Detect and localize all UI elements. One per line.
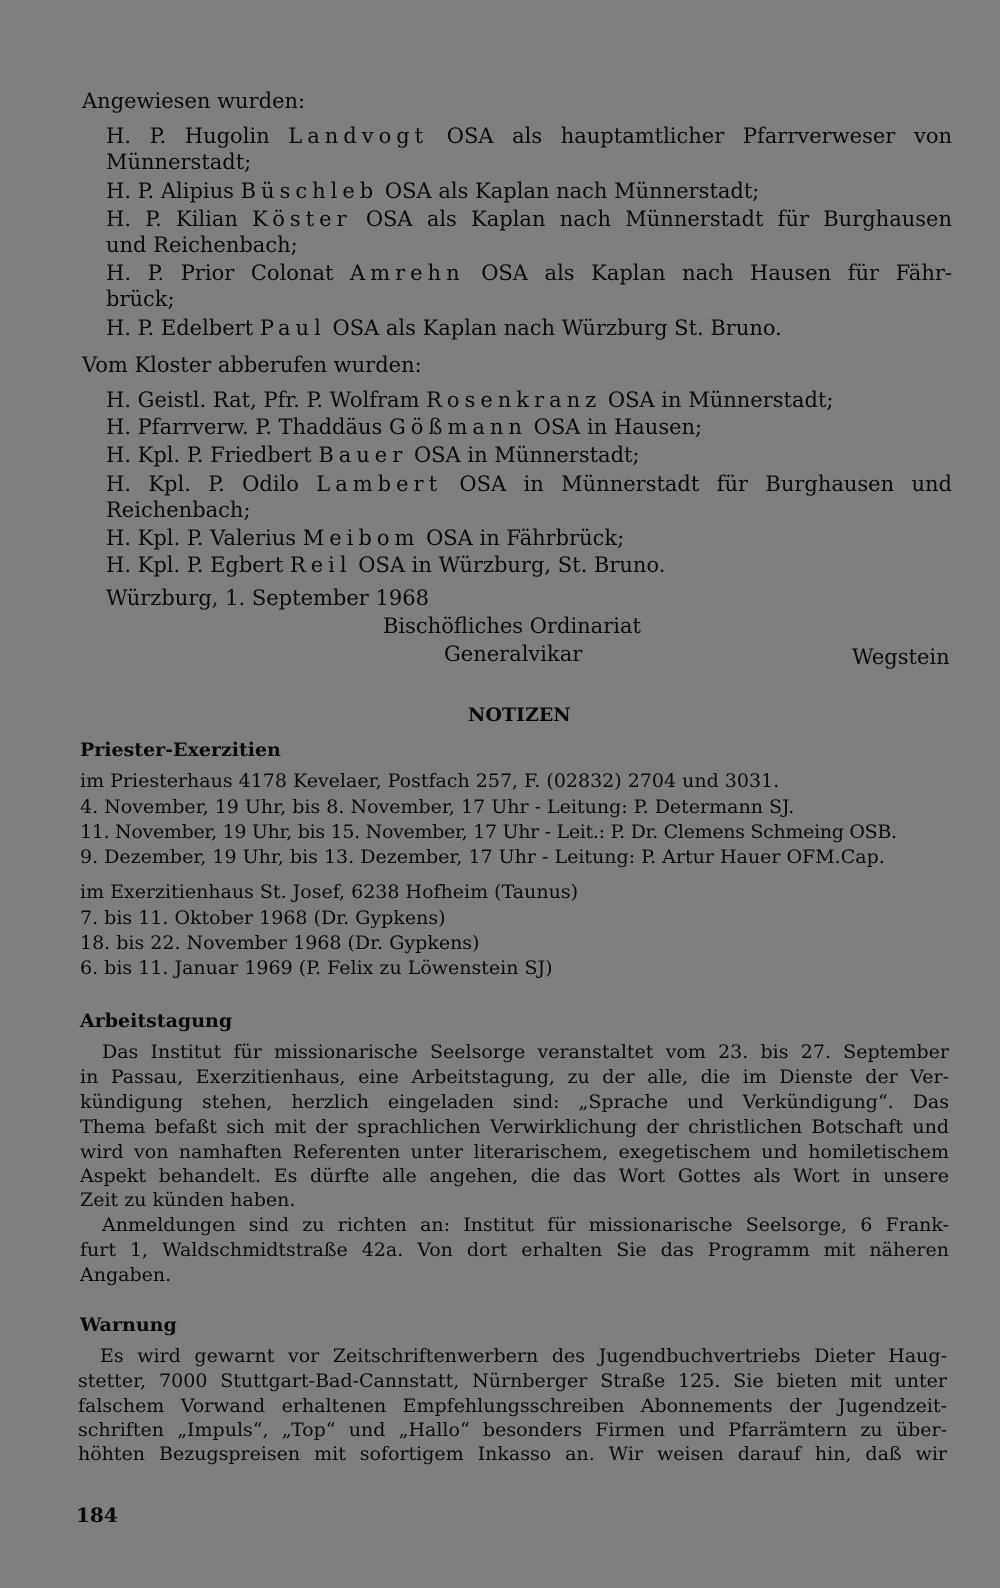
section-title: NOTIZEN: [468, 704, 571, 726]
exerzitien-line: 4. November, 19 Uhr, bis 8. November, 17 Uhr - Leitung: P. Determann SJ.: [80, 796, 795, 818]
recalled-line: H. Kpl. P. Egbert Reil OSA in Würzburg, St. Bruno.: [106, 553, 666, 577]
assigned-line: Münnerstadt;: [106, 150, 252, 174]
exerzitien-line: 9. Dezember, 19 Uhr, bis 13. Dezember, 17 Uhr - Leitung: P. Artur Hauer OFM.Cap.: [80, 846, 885, 868]
warnung-line: stetter, 7000 Stuttgart-Bad-Cannstatt, Nürnberger Straße 125. Sie bieten mit unter: [78, 1370, 947, 1392]
exerzitien-line: im Exerzitienhaus St. Josef, 6238 Hofheim (Taunus): [80, 881, 578, 903]
assigned-line: H. P. Hugolin Landvogt OSA als hauptamtlicher Pfarrverweser von: [106, 124, 952, 148]
arbeitstagung-line: Zeit zu künden haben.: [80, 1189, 296, 1211]
arbeitstagung-heading: Arbeitstagung: [80, 1010, 233, 1032]
exerzitien-line: im Priesterhaus 4178 Kevelaer, Postfach 257, F. (02832) 2704 und 3031.: [80, 770, 780, 792]
assigned-line: H. P. Alipius Büschleb OSA als Kaplan nach Münnerstadt;: [106, 179, 760, 203]
exerzitien-line: 11. November, 19 Uhr, bis 15. November, 17 Uhr - Leit.: P. Dr. Clemens Schmeing OSB.: [80, 821, 897, 843]
arbeitstagung-line: kündigung stehen, herzlich eingeladen sind: „Sprache und Verkündigung“. Das: [80, 1091, 949, 1113]
exerzitien-heading: Priester-Exerzitien: [80, 739, 281, 761]
assigned-line: H. P. Kilian Köster OSA als Kaplan nach Münnerstadt für Burghausen: [106, 207, 952, 231]
recalled-line: H. Kpl. P. Odilo Lambert OSA in Münnerstadt für Burghausen und: [106, 472, 953, 496]
arbeitstagung-line: in Passau, Exerzitienhaus, eine Arbeitstagung, zu der alle, die im Dienste der Ver-: [80, 1066, 949, 1088]
recalled-line: Reichenbach;: [106, 498, 251, 522]
recalled-line: H. Kpl. P. Valerius Meibom OSA in Fährbrück;: [106, 526, 625, 550]
recalled-line: H. Pfarrverw. P. Thaddäus Gößmann OSA in Hausen;: [106, 415, 703, 439]
exerzitien-line: 7. bis 11. Oktober 1968 (Dr. Gypkens): [80, 907, 446, 929]
exerzitien-line: 6. bis 11. Januar 1969 (P. Felix zu Löwenstein SJ): [80, 957, 553, 979]
recalled-line: H. Geistl. Rat, Pfr. P. Wolfram Rosenkranz OSA in Münnerstadt;: [106, 388, 834, 412]
warnung-line: Es wird gewarnt vor Zeitschriftenwerbern des Jugendbuchvertriebs Dieter Haug-: [100, 1345, 947, 1367]
arbeitstagung-line: furt 1, Waldschmidtstraße 42a. Von dort erhalten Sie das Programm mit näheren: [80, 1239, 949, 1261]
warnung-line: schriften „Impuls“, „Top“ und „Hallo“ besonders Firmen und Pfarrämtern zu über-: [78, 1419, 947, 1441]
assigned-line: brück;: [106, 287, 175, 311]
assigned-line: H. P. Prior Colonat Amrehn OSA als Kaplan nach Hausen für Fähr-: [106, 261, 952, 285]
assigned-heading: Angewiesen wurden:: [82, 89, 306, 113]
recalled-heading: Vom Kloster abberufen wurden:: [82, 353, 422, 377]
warnung-line: höhten Bezugspreisen mit sofortigem Inkasso an. Wir weisen darauf hin, daß wir: [78, 1443, 947, 1465]
arbeitstagung-line: Angaben.: [80, 1264, 172, 1286]
warnung-line: falschem Vorwand erhaltenen Empfehlungsschreiben Abonnements der Jugendzeit-: [78, 1395, 947, 1417]
office-name: Bischöfliches Ordinariat: [383, 614, 641, 638]
exerzitien-line: 18. bis 22. November 1968 (Dr. Gypkens): [80, 932, 480, 954]
recalled-line: H. Kpl. P. Friedbert Bauer OSA in Münnerstadt;: [106, 443, 640, 467]
arbeitstagung-line: Aspekt behandelt. Es dürfte alle angehen, die das Wort Gottes als Wort in unsere: [80, 1165, 949, 1187]
arbeitstagung-line: Anmeldungen sind zu richten an: Institut für missionarische Seelsorge, 6 Frank-: [102, 1214, 949, 1236]
signer-name: Wegstein: [852, 645, 950, 669]
warnung-heading: Warnung: [80, 1314, 177, 1336]
arbeitstagung-line: Thema befaßt sich mit der sprachlichen Verwirklichung der christlichen Botschaft und: [80, 1116, 949, 1138]
assigned-line: H. P. Edelbert Paul OSA als Kaplan nach Würzburg St. Bruno.: [106, 316, 782, 340]
arbeitstagung-line: wird von namhaften Referenten unter literarischem, exegetischem und homiletischem: [80, 1141, 949, 1163]
page-number: 184: [76, 1503, 118, 1527]
arbeitstagung-line: Das Institut für missionarische Seelsorge veranstaltet vom 23. bis 27. September: [102, 1041, 949, 1063]
place-date: Würzburg, 1. September 1968: [106, 586, 429, 610]
signer-title: Generalvikar: [444, 642, 583, 666]
assigned-line: und Reichenbach;: [106, 233, 298, 257]
